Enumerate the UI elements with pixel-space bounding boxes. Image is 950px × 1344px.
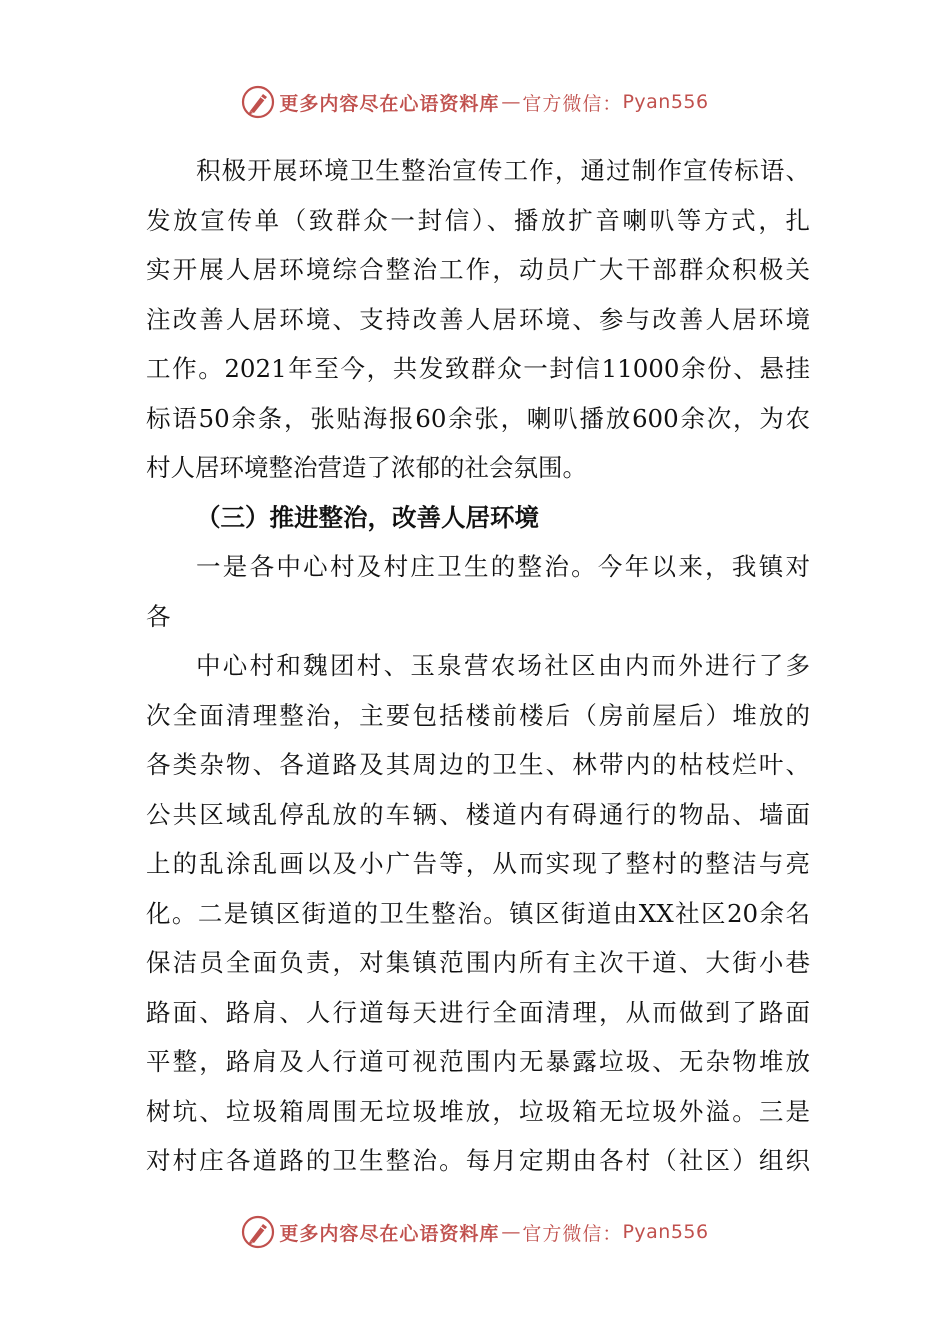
- paragraph-line: 注改善人居环境、支持改善人居环境、参与改善人居环境: [146, 304, 810, 334]
- watermark-label: 官方微信：: [522, 1222, 623, 1245]
- paragraph-line: 公共区域乱停乱放的车辆、楼道内有碍通行的物品、墙面: [146, 799, 810, 829]
- quill-pen-logo-icon: [241, 1215, 275, 1249]
- section-heading: （三）推进整治，改善人居环境: [196, 502, 539, 532]
- document-body: [146, 146, 810, 1186]
- paragraph-line: 次全面清理整治，主要包括楼前楼后（房前屋后）堆放的: [146, 700, 810, 730]
- paragraph-line: 发放宣传单（致群众一封信）、播放扩音喇叭等方式，扎: [146, 205, 810, 235]
- paragraph-line: 路面、路肩、人行道每天进行全面清理，从而做到了路面: [146, 997, 810, 1027]
- watermark-handle: Pyan556: [622, 1221, 709, 1243]
- paragraph-line: 标语50余条，张贴海报60余张，喇叭播放600余次，为农: [146, 403, 810, 433]
- watermark-separator: —: [501, 91, 521, 113]
- header-watermark: [0, 82, 950, 122]
- paragraph-line: 各类杂物、各道路及其周边的卫生、林带内的枯枝烂叶、: [146, 750, 810, 779]
- footer-watermark: [0, 1212, 950, 1252]
- paragraph-line: 实开展人居环境综合整治工作，动员广大干部群众积极关: [146, 255, 810, 284]
- watermark-brand-text: 更多内容尽在心语资料库: [279, 92, 500, 115]
- paragraph-line: 一是各中心村及村庄卫生的整治。今年以来，我镇对: [196, 552, 810, 581]
- paragraph-line: 积极开展环境卫生整治宣传工作，通过制作宣传标语、: [196, 156, 810, 185]
- paragraph-line: 平整，路肩及人行道可视范围内无暴露垃圾、无杂物堆放: [146, 1047, 810, 1076]
- paragraph-line: 各: [146, 601, 171, 631]
- paragraph-line: 对村庄各道路的卫生整治。每月定期由各村（社区）组织: [146, 1146, 810, 1175]
- quill-pen-logo-icon: [241, 85, 275, 119]
- watermark-handle: Pyan556: [622, 91, 709, 113]
- paragraph-line: 树坑、垃圾箱周围无垃圾堆放，垃圾箱无垃圾外溢。三是: [146, 1096, 810, 1126]
- watermark-separator: —: [501, 1221, 521, 1243]
- watermark-label: 官方微信：: [522, 92, 623, 115]
- paragraph-line: 村人居环境整治营造了浓郁的社会氛围。: [146, 453, 587, 482]
- paragraph-line: 上的乱涂乱画以及小广告等，从而实现了整村的整洁与亮: [146, 849, 810, 878]
- paragraph-line: 化。二是镇区街道的卫生整治。镇区街道由XX社区20余名: [146, 898, 810, 928]
- paragraph-line: 保洁员全面负责，对集镇范围内所有主次干道、大街小巷: [146, 948, 810, 977]
- paragraph-line: 中心村和魏团村、玉泉营农场社区由内而外进行了多: [196, 651, 810, 680]
- paragraph-line: 工作。2021年至今，共发致群众一封信11000余份、悬挂: [146, 354, 810, 383]
- watermark-brand-text: 更多内容尽在心语资料库: [279, 1222, 500, 1245]
